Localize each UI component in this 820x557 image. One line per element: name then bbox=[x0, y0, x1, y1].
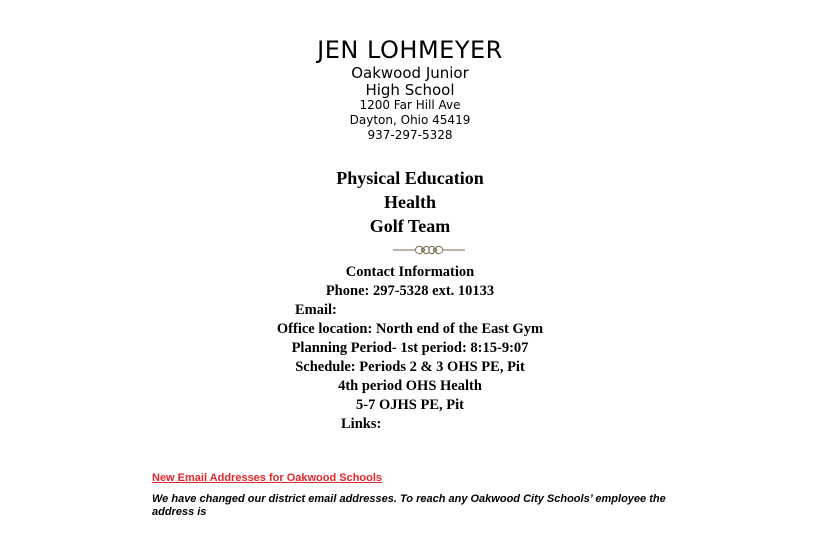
school-name-line2: High School bbox=[365, 81, 455, 99]
subject-health: Health bbox=[384, 192, 436, 212]
email-notice-body: We have changed our district email addresses. To reach any Oakwood City Schools’ employee the address is bbox=[152, 493, 666, 518]
contact-office-location: Office location: North end of the East Gym bbox=[276, 321, 544, 337]
school-phone: 937-297-5328 bbox=[367, 128, 453, 142]
address-city: Dayton, Ohio 45419 bbox=[349, 113, 471, 127]
email-notice-link[interactable]: New Email Addresses for Oakwood Schools bbox=[152, 472, 383, 484]
schedule-line: 4th period OHS Health bbox=[338, 378, 482, 394]
scroll-divider-icon bbox=[393, 243, 465, 257]
links-label: Links: bbox=[341, 416, 382, 432]
contact-planning-period: Planning Period- 1st period: 8:15-9:07 bbox=[291, 340, 529, 356]
subject-physical-education: Physical Education bbox=[336, 168, 484, 188]
contact-email-label: Email: bbox=[295, 302, 337, 318]
subject-golf-team: Golf Team bbox=[369, 216, 451, 236]
contact-heading: Contact Information bbox=[345, 264, 475, 280]
schedule-line: Schedule: Periods 2 & 3 OHS PE, Pit bbox=[295, 359, 525, 375]
address-street: 1200 Far Hill Ave bbox=[359, 98, 461, 112]
contact-phone: Phone: 297-5328 ext. 10133 bbox=[325, 283, 495, 299]
teacher-name: JEN LOHMEYER bbox=[317, 36, 503, 64]
school-name-line1: Oakwood Junior bbox=[351, 64, 469, 82]
schedule-line: 5-7 OJHS PE, Pit bbox=[356, 397, 464, 413]
